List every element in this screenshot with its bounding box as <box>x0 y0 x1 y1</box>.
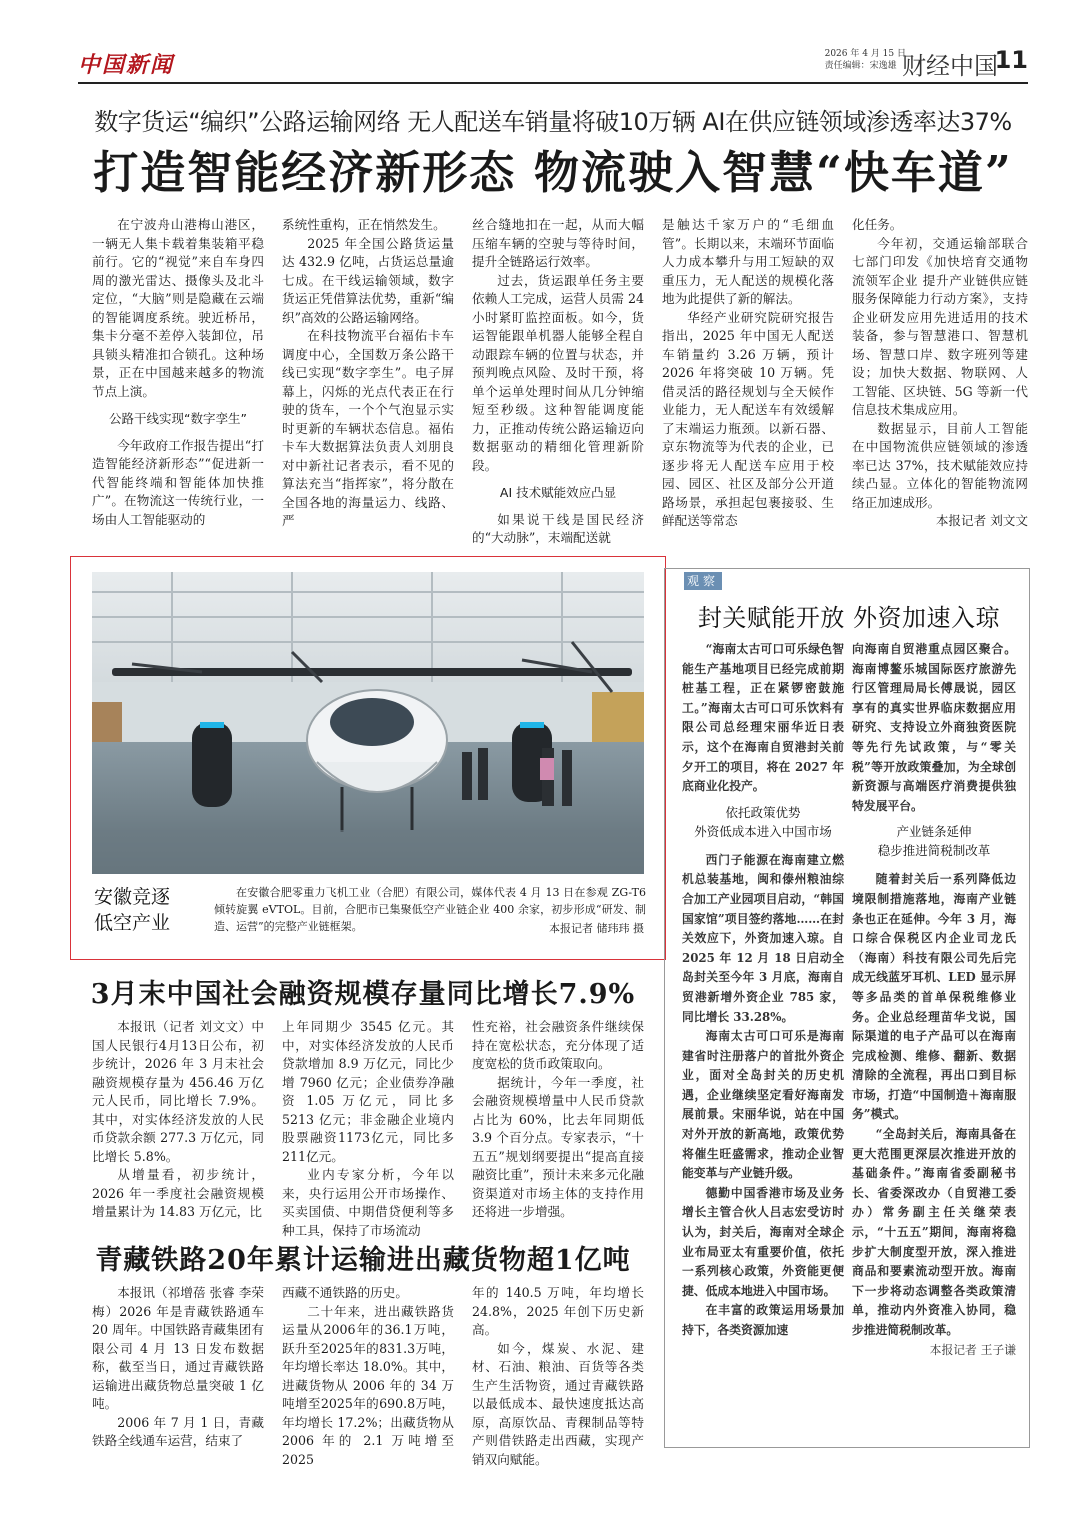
masthead-rule <box>78 82 1028 84</box>
finance-column-2 <box>282 1018 454 1238</box>
paragraph: 西藏不通铁路的历史。 <box>282 1285 408 1300</box>
photo-title <box>94 884 170 936</box>
railway-column-1 <box>92 1284 264 1450</box>
finance-column-1 <box>92 1018 264 1226</box>
paragraph: 过去，货运跟单任务主要依赖人工完成，运营人员需 24 小时紧盯监控面板。如今，货运智能跟单机器人能够全程自动跟踪车辆的位置与状态，并预判晚点风险、及时干预，将单个运单处理时间从几分钟缩短至秒级。这种智能调度能力，正推动传统公路运输迈向数据驱动的精细化管理新阶段。 <box>472 272 644 473</box>
paragraph: 从增量看，初步统计，2026 年一季度社会融资规模增量累计为 14.83 万亿元，比 <box>92 1167 264 1219</box>
observation-headline: 封关赋能开放 外资加速入琼 <box>697 604 1001 632</box>
photo-title-line-1: 安徽竞逐 <box>94 886 171 908</box>
paragraph: 化任务。 <box>852 217 903 232</box>
finance-headline: 3月末中国社会融资规模存量同比增长7.9% <box>90 979 636 1010</box>
section-name: 财经中国 <box>902 52 998 80</box>
observation-column-2 <box>852 640 1016 1436</box>
paragraph: 业内专家分析，今年以来，央行运用公开市场操作、买卖国债、中期借贷便利等多种工具，保持了市场流动 <box>282 1167 454 1238</box>
finance-column-3 <box>472 1018 644 1226</box>
paragraph: 德勤中国香港市场及业务增长主管合伙人吕志宏受访时认为，封关后，海南对全球企业布局亚太有重要价值，依托一系列核心政策，外资能更便捷、低成本地进入中国市场。 <box>682 1185 844 1298</box>
paragraph: 2025 年全国公路货运量达 432.9 亿吨，占货运总量逾七成。在干线运输领域，数字货运正凭借算法优势，重新“编织”高效的公路运输网络。 <box>282 235 454 325</box>
paragraph: 海南太古可口可乐是海南建省时注册落户的首批外资企业，面对全岛封关的历史机遇，企业继续坚定看好海南发展前景。宋丽华说，站在中国对外开放的新高地，政策优势将催生旺盛需求，推动企业智能变革与产业链升级。 <box>682 1029 844 1181</box>
lead-column-2 <box>282 216 454 550</box>
lead-subtitle-ai: AI 技术赋能效应凸显 <box>499 485 617 500</box>
lead-column-5 <box>852 216 1028 550</box>
paragraph: 丝合缝地扣在一起，从而大幅压缩车辆的空驶与等待时间，提升全链路运行效率。 <box>472 217 644 269</box>
subtitle-line: 稳步推进简税制改革 <box>877 843 991 859</box>
observation-subtitle-1 <box>682 803 844 841</box>
paragraph: 在宁波舟山港梅山港区，一辆无人集卡载着集装箱平稳前行。它的“视觉”来自车身四周的激光雷达、摄像头及北斗定位，“大脑”则是隐藏在云端的智能调度系统。驶近桥吊，集卡分毫不差停入装卸位，吊具锁头精准扣合锁孔。这种场景，正在中国越来越多的物流节点上演。 <box>92 217 264 399</box>
paragraph: 今年政府工作报告提出“打造智能经济新形态”“促进新一代智能终端和智能体加快推广”。在物流这一传统行业，一场由人工智能驱动的 <box>92 437 264 527</box>
subtitle-line: 产业链条延伸 <box>896 824 972 840</box>
paragraph: 西门子能源在海南建立燃机总装基地，闽和傣州粮油综合加工产业园项目启动，“韩国国家馆”项目签约落地……在封关效应下，外资加速入琼。自 2025 年 12 月 18 日启动全岛封关至今年 3 月底，海南自贸港新增外资企业 785 家，同比增长 33.28%。 <box>682 852 844 1024</box>
lead-column-1 <box>92 216 264 550</box>
paragraph: 二十年来，进出藏铁路货运量从2006年的36.1万吨，跃升至2025年的831.3万吨，年均增长率达 18.0%。其中，进藏货物从 2006 年的 34 万吨增至2025年的690.8万吨，年均增长 17.2%；出藏货物从 2006 年的 2.1 万吨增至 2025 <box>282 1303 454 1467</box>
paragraph: 如今，煤炭、水泥、建材、石油、粮油、百货等各类生产生活物资，通过青藏铁路以最低成本、最快速度抵达高原，高原饮品、青稞制品等特产则借铁路走出西藏，实现产销双向赋能。 <box>472 1340 644 1467</box>
photo-title-line-2: 低空产业 <box>94 912 171 934</box>
subtitle-line: 依托政策优势 <box>725 804 801 820</box>
issue-meta <box>825 48 906 72</box>
photo-caption: 在安徽合肥零重力飞机工业（合肥）有限公司，媒体代表 4 月 13 日在参观 ZG-T6 倾转旋翼 eVTOL。目前，合肥市已集聚低空产业链企业 400 余家，初步形成“研发、制造、运营”的完整产业链框架。 <box>214 886 646 933</box>
photo-credit: 本报记者 储玮玮 摄 <box>549 922 644 935</box>
paragraph: 上年同期少 3545 亿元。其中，对实体经济发放的人民币贷款增加 8.9 万亿元，同比少增 7960 亿元；企业债券净融资 1.05 万亿元，同比多 5213 亿元；非金融企业境内股票融资1173亿元，同比多211亿元。 <box>282 1019 454 1164</box>
paragraph: 在丰富的政策运用场景加持下，各类资源加速 <box>682 1303 844 1337</box>
observation-tag: 观察 <box>684 572 722 590</box>
observation-column-1 <box>682 640 844 1436</box>
evtol-hangar-illustration <box>92 572 644 874</box>
lead-byline: 本报记者 刘文文 <box>935 513 1028 528</box>
observation-subtitle-2 <box>852 822 1016 860</box>
paragraph: 随着封关后一系列降低边境限制措施落地，海南产业链条也正在延伸。今年 3 月，海口综合保税区内企业司龙氏（海南）科技有限公司先后完成无线蓝牙耳机、LED 显示屏等多品类的首单保税维修业务。企业总经理苗华戈说，国际渠道的电子产品可以在海南完成检测、维修、翻新、数据清除的全流程，再出口到目标市场，打造“中国制造＋海南服务”模式。 <box>852 872 1016 1122</box>
page-number: 11 <box>994 46 1028 74</box>
paragraph: 据统计，今年一季度，社会融资规模增量中人民币贷款占比为 60%，比去年同期低 3.9 个百分点。专家表示，“十五五”规划纲要提出“提高直接融资比重”，预计未来多元化融资渠道对市场主体的支持作用还将进一步增强。 <box>472 1074 644 1219</box>
evtol-photo <box>92 572 644 874</box>
paragraph: 性充裕，社会融资条件继续保持在宽松状态，充分体现了适度宽松的货币政策取向。 <box>472 1019 644 1071</box>
railway-column-3 <box>472 1284 644 1467</box>
paragraph: 在科技物流平台福佑卡车调度中心，全国数万条公路干线已实现“数字孪生”。电子屏幕上，闪烁的光点代表正在行驶的货车，一个个气泡显示实时更新的车辆状态信息。福佑卡车大数据算法负责人刘朋良对中新社记者表示，看不见的算法充当“指挥家”，将分散在全国各地的海量运力、线路、严 <box>282 328 454 528</box>
paragraph: 系统性重构，正在悄然发生。 <box>282 217 446 232</box>
newspaper-logo: 中国新闻 <box>78 52 175 78</box>
paragraph: 数据显示，目前人工智能在中国物流供应链领域的渗透率已达 37%，技术赋能效应持续凸显。立体化的智能物流网络正加速成形。 <box>852 420 1028 510</box>
lead-column-3 <box>472 216 644 550</box>
paragraph: 2006 年 7 月 1 日，青藏铁路全线通车运营，结束了 <box>92 1414 264 1448</box>
paragraph: 年的 140.5 万吨，年均增长 24.8%，2025 年创下历史新高。 <box>472 1285 644 1337</box>
lead-headline: 打造智能经济新形态 物流驶入智慧“快车道” <box>93 146 1013 199</box>
railway-headline: 青藏铁路20年累计运输进出藏货物超1亿吨 <box>95 1245 631 1276</box>
paragraph: “全岛封关后，海南具备在更大范围更深层次推进开放的基础条件。”海南省委副秘书长、省委深改办（自贸港工委办）常务副主任关继荣表示，“十五五”期间，海南将稳步扩大制度型开放，深入推进商品和要素流动型开放。海南下一步将动态调整各类政策清单，推动内外资准入协同，稳步推进简税制改革。 <box>852 1127 1016 1337</box>
lead-subtitle-digital-twin: 公路干线实现“数字孪生” <box>109 411 247 426</box>
paragraph: 华经产业研究院研究报告指出，2025 年中国无人配送车销量约 3.26 万辆，预计 2026 年将突破 10 万辆。凭借灵活的路径规划与全天候作业能力，无人配送车有效缓解了末端运力瓶颈。以新石器、京东物流等为代表的企业，已逐步将无人配送车应用于校园、园区、社区及部分公开道路场景，承担起包裹接驳、生鲜配送等常态 <box>662 309 834 528</box>
subtitle-line: 外资低成本进入中国市场 <box>694 823 832 839</box>
paragraph: 本报讯（祁增蓓 张睿 李荣梅）2026 年是青藏铁路通车 20 周年。中国铁路青藏集团有限公司 4 月 13 日发布数据称，截至当日，通过青藏铁路运输进出藏货物总量突破 1 亿吨。 <box>92 1285 264 1411</box>
paragraph: 是触达千家万户的“毛细血管”。长期以来，末端环节面临人力成本攀升与用工短缺的双重压力，无人配送的规模化落地为此提供了新的解法。 <box>662 217 834 306</box>
railway-column-2 <box>282 1284 454 1467</box>
paragraph: 如果说干线是国民经济的“大动脉”，末端配送就 <box>472 511 644 545</box>
issue-date: 2026 年 4 月 15 日 <box>824 49 906 59</box>
paragraph: 向海南自贸港重点园区聚合。海南博鳌乐城国际医疗旅游先行区管理局局长傅晟说，园区享有的真实世界临床数据应用研究、支持设立外商独资医院等先行先试政策，与“零关税”等开放政策叠加，为全球创新资源与高端医疗消费提供独特发展平台。 <box>852 642 1016 813</box>
page-editor: 责任编辑：宋逸雄 <box>824 61 897 71</box>
masthead <box>78 44 1028 80</box>
paragraph: “海南太古可口可乐绿色智能生产基地项目已经完成前期桩基工程，正在紧锣密鼓施工。”海南太古可口可乐饮料有限公司总经理宋丽华近日表示，这个在海南自贸港封关前夕开工的项目，将在 2027 年底商业化投产。 <box>682 642 844 794</box>
observation-byline: 本报记者 王子谦 <box>929 1342 1016 1357</box>
paragraph: 今年初，交通运输部联合七部门印发《加快培育交通物流领军企业 提升产业链供应链服务保障能力行动方案》，支持企业研发应用先进适用的技术装备，参与智慧港口、智慧机场、智慧口岸、数字班列等建设；加快大数据、物联网、人工智能、区块链、5G 等新一代信息技术集成应用。 <box>852 235 1028 417</box>
paragraph: 本报讯（记者 刘文文）中国人民银行4月13日公布，初步统计，2026 年 3 月末社会融资规模存量为 456.46 万亿元人民币，同比增长 7.9%。其中，对实体经济发放的人民币贷款余额 277.3 万亿元，同比增长 5.8%。 <box>92 1019 264 1164</box>
lead-subhead: 数字货运“编织”公路运输网络 无人配送车销量将破10万辆 AI在供应链领域渗透率达37% <box>94 108 1012 136</box>
lead-column-4 <box>662 216 834 550</box>
